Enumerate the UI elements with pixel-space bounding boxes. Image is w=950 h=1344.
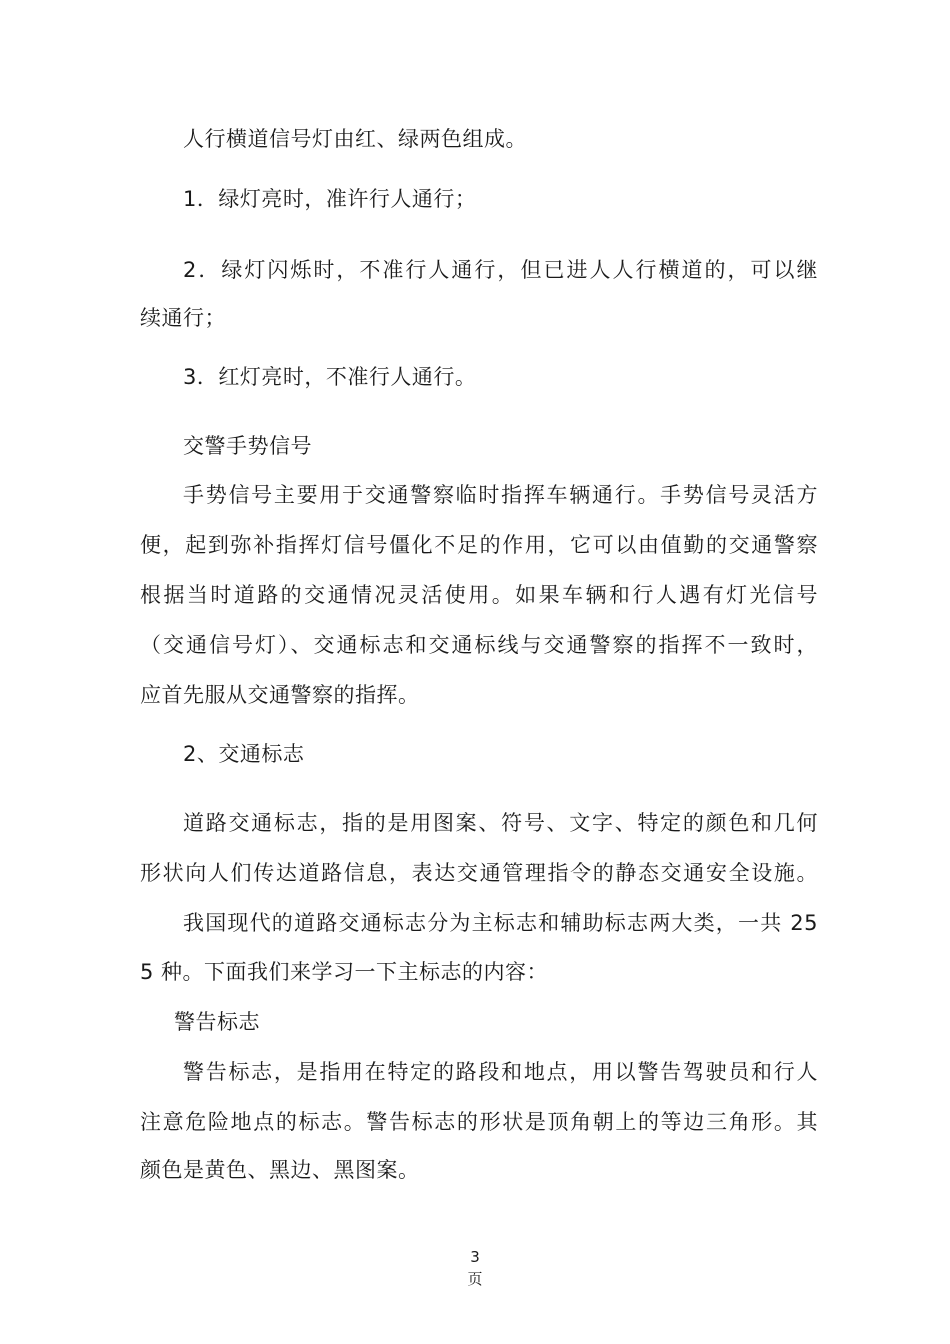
paragraph-warning-line2: 注意危险地点的标志。警告标志的形状是顶角朝上的等边三角形。其 bbox=[140, 1110, 818, 1134]
page-label: 页 bbox=[467, 1270, 483, 1288]
heading-warning-signs: 警告标志 bbox=[174, 1010, 260, 1034]
heading-traffic-signs: 2、交通标志 bbox=[183, 742, 305, 766]
paragraph-gestures-line4: （交通信号灯）、交通标志和交通标线与交通警察的指挥不一致时， bbox=[140, 633, 818, 657]
paragraph-warning-line1: 警告标志，是指用在特定的路段和地点，用以警告驾驶员和行人 bbox=[183, 1060, 818, 1084]
list-item-red-light: 3．红灯亮时，不准行人通行。 bbox=[183, 365, 477, 389]
list-item-green-flashing-line1: 2．绿灯闪烁时，不准行人通行，但已进人人行横道的，可以继 bbox=[183, 258, 818, 282]
paragraph-pedestrian-signal: 人行横道信号灯由红、绿两色组成。 bbox=[183, 127, 527, 151]
paragraph-gestures-line3: 根据当时道路的交通情况灵活使用。如果车辆和行人遇有灯光信号 bbox=[140, 583, 818, 607]
paragraph-warning-line3: 颜色是黄色、黑边、黑图案。 bbox=[140, 1158, 420, 1182]
paragraph-gestures-line1: 手势信号主要用于交通警察临时指挥车辆通行。手势信号灵活方 bbox=[183, 483, 818, 507]
list-item-green-flashing-line2: 续通行； bbox=[140, 306, 226, 330]
list-item-green-light: 1．绿灯亮时，准许行人通行； bbox=[183, 187, 477, 211]
page-number: 3 bbox=[470, 1248, 480, 1266]
paragraph-gestures-line2: 便，起到弥补指挥灯信号僵化不足的作用，它可以由值勤的交通警察 bbox=[140, 533, 818, 557]
heading-police-gestures: 交警手势信号 bbox=[183, 434, 312, 458]
paragraph-classification-line2: 5 种。下面我们来学习一下主标志的内容： bbox=[140, 960, 549, 984]
paragraph-signs-line2: 形状向人们传达道路信息，表达交通管理指令的静态交通安全设施。 bbox=[140, 861, 818, 885]
paragraph-signs-line1: 道路交通标志，指的是用图案、符号、文字、特定的颜色和几何 bbox=[183, 811, 818, 835]
paragraph-gestures-line5: 应首先服从交通警察的指挥。 bbox=[140, 683, 420, 707]
paragraph-classification-line1: 我国现代的道路交通标志分为主标志和辅助标志两大类，一共 25 bbox=[183, 911, 818, 935]
